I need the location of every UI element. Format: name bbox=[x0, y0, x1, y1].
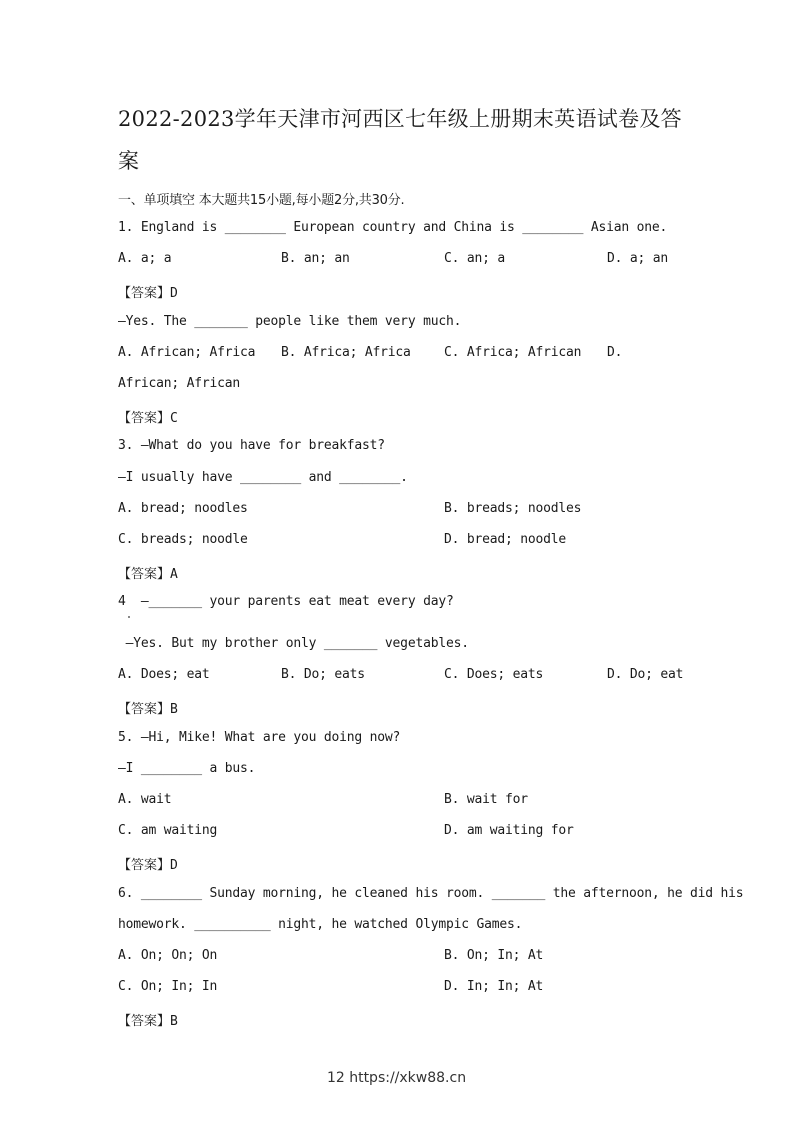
answer-label: 【答案】 bbox=[118, 702, 171, 717]
question-2-option-b: B. Africa; Africa bbox=[281, 345, 411, 360]
question-6-stem-2: homework. __________ night, he watched Olympic Games. bbox=[118, 917, 523, 932]
page-footer: 12 https://xkw88.cn bbox=[326, 1070, 467, 1086]
question-5-stem: 5. —Hi, Mike! What are you doing now? bbox=[118, 730, 401, 745]
answer-value: D bbox=[170, 286, 178, 301]
question-3-option-c: C. breads; noodle bbox=[118, 532, 248, 547]
question-4-answer bbox=[118, 698, 178, 717]
question-1-answer bbox=[118, 282, 178, 301]
question-3-option-a: A. bread; noodles bbox=[118, 501, 248, 516]
question-6-option-b: B. On; In; At bbox=[444, 948, 544, 963]
question-2-option-d-text: African; African bbox=[118, 376, 241, 391]
question-3-option-b: B. breads; noodles bbox=[444, 501, 582, 516]
question-2-option-c: C. Africa; African bbox=[444, 345, 582, 360]
answer-value: A bbox=[170, 567, 178, 582]
question-5-stem-2: —I ________ a bus. bbox=[118, 761, 256, 776]
answer-value: C bbox=[170, 411, 178, 426]
question-6-stem: 6. ________ Sunday morning, he cleaned his room. _______ the afternoon, he did his bbox=[118, 886, 744, 901]
answer-value: D bbox=[170, 858, 178, 873]
question-3-stem: 3. —What do you have for breakfast? bbox=[118, 438, 385, 453]
answer-label: 【答案】 bbox=[118, 1014, 171, 1029]
question-2-option-d: D. bbox=[607, 345, 623, 360]
question-1-option-d: D. a; an bbox=[607, 251, 669, 266]
question-5-option-a: A. wait bbox=[118, 792, 172, 807]
question-6-option-a: A. On; On; On bbox=[118, 948, 218, 963]
question-5-option-c: C. am waiting bbox=[118, 823, 218, 838]
question-3-stem-2: —I usually have ________ and ________. bbox=[118, 470, 408, 485]
answer-value: B bbox=[170, 1014, 178, 1029]
question-3-answer bbox=[118, 563, 178, 582]
page-title: 2022-2023学年天津市河西区七年级上册期末英语试卷及答案 bbox=[118, 107, 682, 173]
question-5-option-b: B. wait for bbox=[444, 792, 528, 807]
answer-label: 【答案】 bbox=[118, 567, 171, 582]
question-6-option-c: C. On; In; In bbox=[118, 979, 218, 994]
question-1-option-a: A. a; a bbox=[118, 251, 172, 266]
stray-dot bbox=[128, 616, 130, 618]
answer-value: B bbox=[170, 702, 178, 717]
answer-label: 【答案】 bbox=[118, 286, 171, 301]
section-heading: 一、单项填空 本大题共15小题,每小题2分,共30分. bbox=[118, 193, 405, 208]
question-4-option-b: B. Do; eats bbox=[281, 667, 365, 682]
question-4-option-c: C. Does; eats bbox=[444, 667, 544, 682]
question-1-option-b: B. an; an bbox=[281, 251, 350, 266]
question-4-stem-2: —Yes. But my brother only _______ vegetables. bbox=[118, 636, 469, 651]
question-4-option-d: D. Do; eat bbox=[607, 667, 684, 682]
answer-label: 【答案】 bbox=[118, 411, 171, 426]
question-5-option-d: D. am waiting for bbox=[444, 823, 574, 838]
question-2-option-a: A. African; Africa bbox=[118, 345, 256, 360]
answer-label: 【答案】 bbox=[118, 858, 171, 873]
question-6-answer bbox=[118, 1010, 178, 1029]
question-6-option-d: D. In; In; At bbox=[444, 979, 544, 994]
question-3-option-d: D. bread; noodle bbox=[444, 532, 567, 547]
question-5-answer bbox=[118, 854, 178, 873]
question-2-answer bbox=[118, 407, 178, 426]
question-1-option-c: C. an; a bbox=[444, 251, 506, 266]
question-2-stem: —Yes. The _______ people like them very much. bbox=[118, 314, 462, 329]
question-4-stem: 4 —_______ your parents eat meat every day? bbox=[118, 594, 454, 609]
question-1-stem: 1. England is ________ European country and China is ________ Asian one. bbox=[118, 220, 668, 235]
question-4-option-a: A. Does; eat bbox=[118, 667, 210, 682]
